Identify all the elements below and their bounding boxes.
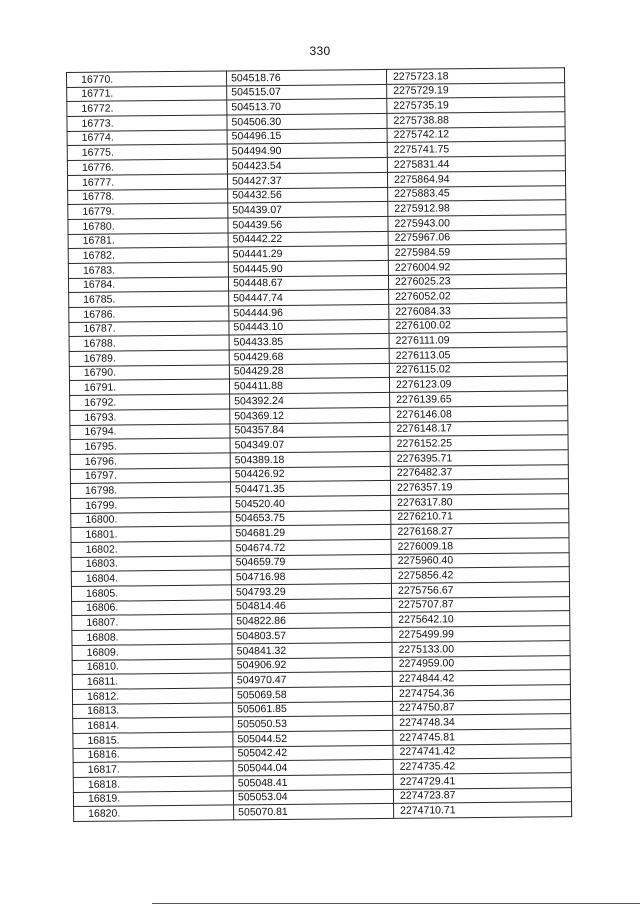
northing-cell: 2276152.25	[390, 435, 568, 451]
northing-cell: 2274754.36	[392, 685, 570, 701]
easting-cell: 504793.29	[231, 583, 391, 599]
point-id-cell: 16786.	[69, 306, 229, 322]
point-id-cell: 16784.	[68, 277, 228, 293]
point-id-cell: 16779.	[68, 203, 228, 219]
point-id-cell: 16792.	[70, 394, 230, 410]
point-id-cell: 16820.	[74, 805, 234, 821]
easting-cell: 504427.37	[227, 172, 387, 188]
point-id-cell: 16775.	[67, 144, 227, 160]
point-id-cell: 16777.	[67, 174, 227, 190]
easting-cell: 504426.92	[230, 466, 390, 482]
point-id-cell: 16807.	[72, 614, 232, 630]
northing-cell: 2275967.06	[388, 229, 566, 245]
easting-cell: 504369.12	[230, 407, 390, 423]
easting-cell: 504389.18	[230, 451, 390, 467]
easting-cell: 504433.85	[229, 334, 389, 350]
point-id-cell: 16793.	[70, 409, 230, 425]
northing-cell: 2276111.09	[389, 332, 567, 348]
northing-cell: 2276009.18	[391, 538, 569, 554]
point-id-cell: 16782.	[68, 247, 228, 263]
page-number: 330	[309, 44, 331, 58]
easting-cell: 504814.46	[232, 598, 392, 614]
easting-cell: 504970.47	[232, 672, 392, 688]
northing-cell: 2274959.00	[392, 655, 570, 671]
northing-cell: 2276210.71	[391, 508, 569, 524]
point-id-cell: 16770.	[67, 71, 227, 87]
point-id-cell: 16811.	[72, 673, 232, 689]
easting-cell: 504471.35	[230, 481, 390, 497]
northing-cell: 2276139.65	[390, 391, 568, 407]
easting-cell: 505069.58	[232, 686, 392, 702]
northing-cell: 2276025.23	[388, 273, 566, 289]
easting-cell: 504441.29	[228, 246, 388, 262]
easting-cell: 504432.56	[228, 187, 388, 203]
northing-cell: 2276395.71	[390, 450, 568, 466]
easting-cell: 504716.98	[231, 569, 391, 585]
easting-cell: 504520.40	[231, 495, 391, 511]
point-id-cell: 16800.	[71, 512, 231, 528]
northing-cell: 2274844.42	[392, 670, 570, 686]
point-id-cell: 16794.	[70, 423, 230, 439]
easting-cell: 504439.07	[228, 202, 388, 218]
easting-cell: 504513.70	[227, 99, 387, 115]
northing-cell: 2275912.98	[388, 200, 566, 216]
northing-cell: 2275883.45	[388, 185, 566, 201]
northing-cell: 2275831.44	[387, 156, 565, 172]
northing-cell: 2275738.88	[387, 112, 565, 128]
easting-cell: 504411.88	[229, 378, 389, 394]
northing-cell: 2275742.12	[387, 126, 565, 142]
northing-cell: 2275864.94	[387, 171, 565, 187]
point-id-cell: 16790.	[69, 365, 229, 381]
point-id-cell: 16815.	[73, 732, 233, 748]
easting-cell: 505061.85	[233, 701, 393, 717]
northing-cell: 2275856.42	[391, 567, 569, 583]
point-id-cell: 16791.	[69, 379, 229, 395]
northing-cell: 2275499.99	[392, 626, 570, 642]
northing-cell: 2274750.87	[393, 699, 571, 715]
point-id-cell: 16798.	[70, 482, 230, 498]
point-id-cell: 16819.	[73, 791, 233, 807]
easting-cell: 505048.41	[233, 774, 393, 790]
point-id-cell: 16789.	[69, 350, 229, 366]
northing-cell: 2275735.19	[387, 97, 565, 113]
northing-cell: 2275741.75	[387, 141, 565, 157]
coordinate-table-body	[67, 68, 572, 822]
easting-cell: 504515.07	[227, 84, 387, 100]
point-id-cell: 16787.	[69, 321, 229, 337]
northing-cell: 2274723.87	[393, 787, 571, 803]
point-id-cell: 16805.	[71, 585, 231, 601]
point-id-cell: 16799.	[71, 497, 231, 513]
easting-cell: 504494.90	[227, 143, 387, 159]
point-id-cell: 16818.	[73, 776, 233, 792]
point-id-cell: 16785.	[69, 291, 229, 307]
point-id-cell: 16810.	[72, 658, 232, 674]
easting-cell: 504674.72	[231, 539, 391, 555]
easting-cell: 504445.90	[228, 260, 388, 276]
northing-cell: 2275960.40	[391, 552, 569, 568]
northing-cell: 2274735.42	[393, 758, 571, 774]
easting-cell: 504803.57	[232, 628, 392, 644]
easting-cell: 504439.56	[228, 216, 388, 232]
northing-cell: 2274729.41	[393, 773, 571, 789]
point-id-cell: 16803.	[71, 556, 231, 572]
easting-cell: 504681.29	[231, 525, 391, 541]
coordinate-table	[66, 67, 572, 822]
northing-cell: 2276146.08	[390, 406, 568, 422]
point-id-cell: 16776.	[67, 159, 227, 175]
easting-cell: 504429.28	[229, 363, 389, 379]
point-id-cell: 16801.	[71, 526, 231, 542]
northing-cell: 2275729.19	[387, 82, 565, 98]
point-id-cell: 16780.	[68, 218, 228, 234]
point-id-cell: 16778.	[68, 188, 228, 204]
northing-cell: 2276052.02	[389, 288, 567, 304]
point-id-cell: 16804.	[71, 570, 231, 586]
northing-cell: 2276100.02	[389, 317, 567, 333]
northing-cell: 2276357.19	[390, 479, 568, 495]
point-id-cell: 16796.	[70, 453, 230, 469]
point-id-cell: 16802.	[71, 541, 231, 557]
easting-cell: 504841.32	[232, 642, 392, 658]
easting-cell: 504392.24	[230, 393, 390, 409]
easting-cell: 504822.86	[232, 613, 392, 629]
northing-cell: 2276004.92	[388, 259, 566, 275]
easting-cell: 504357.84	[230, 422, 390, 438]
northing-cell: 2276317.80	[391, 494, 569, 510]
easting-cell: 504444.96	[229, 304, 389, 320]
point-id-cell: 16808.	[72, 629, 232, 645]
northing-cell: 2275707.87	[392, 596, 570, 612]
easting-cell: 504506.30	[227, 113, 387, 129]
easting-cell: 504496.15	[227, 128, 387, 144]
northing-cell: 2276123.09	[389, 376, 567, 392]
northing-cell: 2275756.67	[391, 582, 569, 598]
scan-edge-line	[152, 903, 640, 904]
northing-cell: 2276168.27	[391, 523, 569, 539]
easting-cell: 504448.67	[228, 275, 388, 291]
point-id-cell: 16771.	[67, 86, 227, 102]
northing-cell: 2276115.02	[389, 361, 567, 377]
easting-cell: 504442.22	[228, 231, 388, 247]
northing-cell: 2274741.42	[393, 743, 571, 759]
northing-cell: 2275984.59	[388, 244, 566, 260]
point-id-cell: 16783.	[68, 262, 228, 278]
point-id-cell: 16814.	[73, 717, 233, 733]
easting-cell: 504447.74	[229, 290, 389, 306]
northing-cell: 2274745.81	[393, 729, 571, 745]
point-id-cell: 16788.	[69, 335, 229, 351]
point-id-cell: 16816.	[73, 747, 233, 763]
point-id-cell: 16773.	[67, 115, 227, 131]
easting-cell: 505042.42	[233, 745, 393, 761]
northing-cell: 2275642.10	[392, 611, 570, 627]
easting-cell: 504653.75	[231, 510, 391, 526]
easting-cell: 504429.68	[229, 348, 389, 364]
northing-cell: 2275723.18	[386, 68, 564, 84]
easting-cell: 504443.10	[229, 319, 389, 335]
easting-cell: 504518.76	[226, 69, 386, 85]
easting-cell: 505044.04	[233, 760, 393, 776]
northing-cell: 2275133.00	[392, 641, 570, 657]
point-id-cell: 16797.	[70, 468, 230, 484]
easting-cell: 505070.81	[234, 804, 394, 820]
northing-cell: 2276084.33	[389, 303, 567, 319]
point-id-cell: 16795.	[70, 438, 230, 454]
point-id-cell: 16809.	[72, 644, 232, 660]
point-id-cell: 16772.	[67, 100, 227, 116]
easting-cell: 505050.53	[233, 716, 393, 732]
northing-cell: 2274748.34	[393, 714, 571, 730]
point-id-cell: 16781.	[68, 233, 228, 249]
point-id-cell: 16806.	[72, 600, 232, 616]
easting-cell: 504906.92	[232, 657, 392, 673]
easting-cell: 505053.04	[233, 789, 393, 805]
easting-cell: 504423.54	[227, 158, 387, 174]
easting-cell: 504349.07	[230, 437, 390, 453]
northing-cell: 2276113.05	[389, 347, 567, 363]
northing-cell: 2276482.37	[390, 464, 568, 480]
point-id-cell: 16774.	[67, 130, 227, 146]
point-id-cell: 16813.	[73, 702, 233, 718]
point-id-cell: 16817.	[73, 761, 233, 777]
northing-cell: 2276148.17	[390, 420, 568, 436]
easting-cell: 505044.52	[233, 730, 393, 746]
point-id-cell: 16812.	[72, 688, 232, 704]
northing-cell: 2275943.00	[388, 215, 566, 231]
easting-cell: 504659.79	[231, 554, 391, 570]
northing-cell: 2274710.71	[394, 802, 572, 818]
